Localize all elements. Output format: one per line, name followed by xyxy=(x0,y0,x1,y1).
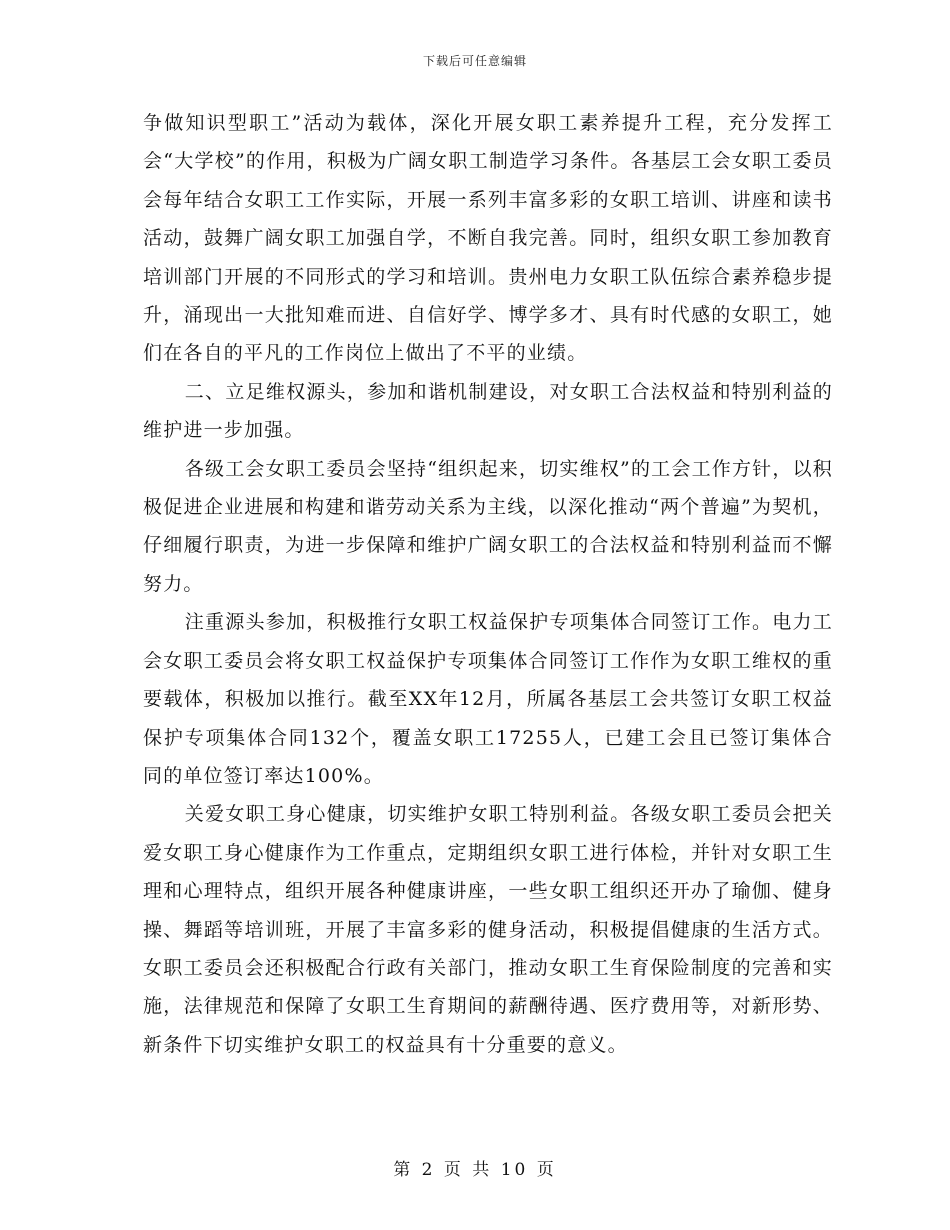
paragraph-3: 各级工会女职工委员会坚持“组织起来，切实维权”的工会工作方针，以积极促进企业进展和构建和谐劳动关系为主线，以深化推动“两个普遍”为契机，仔细履行职责，为进一步保障和维护广阔女职工的合法权益和特别利益而不懈努力。 xyxy=(143,457,833,595)
paragraph-5: 关爱女职工身心健康，切实维护女职工特别利益。各级女职工委员会把关爱女职工身心健康作为工作重点，定期组织女职工进行体检，并针对女职工生理和心理特点，组织开展各种健康讲座，一些女职工组织还开办了瑜伽、健身操、舞蹈等培训班，开展了丰富多彩的健身活动，积极提倡健康的生活方式。女职工委员会还积极配合行政有关部门，推动女职工生育保险制度的完善和实施，法律规范和保障了女职工生育期间的薪酬待遇、医疗费用等，对新形势、新条件下切实维护女职工的权益具有十分重要的意义。 xyxy=(143,803,833,1056)
page-number-footer: 第 2 页 共 10 页 xyxy=(393,1160,557,1180)
body-text xyxy=(143,104,833,1064)
paragraph-2-section-heading: 二、立足维权源头，参加和谐机制建设，对女职工合法权益和特别利益的维护进一步加强。 xyxy=(143,380,833,442)
paragraph-1: 争做知识型职工”活动为载体，深化开展女职工素养提升工程，充分发挥工会“大学校”的作用，积极为广阔女职工制造学习条件。各基层工会女职工委员会每年结合女职工工作实际，开展一系列丰富多彩的女职工培训、讲座和读书活动，鼓舞广阔女职工加强自学，不断自我完善。同时，组织女职工参加教育培训部门开展的不同形式的学习和培训。贵州电力女职工队伍综合素养稳步提升，涌现出一大批知难而进、自信好学、博学多才、具有时代感的女职工，她们在各自的平凡的工作岗位上做出了不平的业绩。 xyxy=(143,112,833,365)
header-note: 下载后可任意编辑 xyxy=(422,54,527,68)
paragraph-4: 注重源头参加，积极推行女职工权益保护专项集体合同签订工作。电力工会女职工委员会将女职工权益保护专项集体合同签订工作作为女职工维权的重要载体，积极加以推行。截至XX年12月，所属各基层工会共签订女职工权益保护专项集体合同132个，覆盖女职工17255人，已建工会且已签订集体合同的单位签订率达100%。 xyxy=(143,611,833,787)
